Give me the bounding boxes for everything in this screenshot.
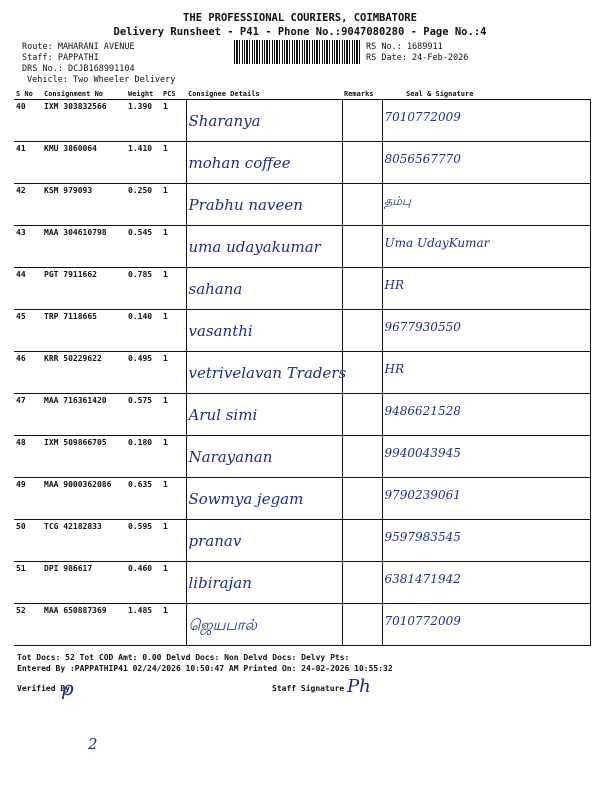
receiver-signature: 9940043945 bbox=[384, 446, 461, 460]
row-signature-cell bbox=[382, 268, 590, 310]
row-weight: 0.250 bbox=[126, 184, 161, 226]
row-remarks bbox=[342, 142, 382, 184]
col-remarks: Remarks bbox=[342, 88, 382, 100]
receiver-signature: 9677930550 bbox=[384, 320, 461, 334]
row-consignment-no: DPI 986617 bbox=[42, 562, 126, 604]
row-consignee-cell bbox=[186, 100, 342, 142]
row-weight: 1.410 bbox=[126, 142, 161, 184]
rs-number: RS No.: 1689911 bbox=[366, 42, 443, 52]
row-pcs: 1 bbox=[161, 352, 186, 394]
row-consignee-cell bbox=[186, 604, 342, 646]
consignee-handwritten-name: pranav bbox=[188, 532, 242, 550]
footer-totals: Tot Docs: 52 Tot COD Amt: 0.00 Delvd Docs: Non Delvd Docs: Delvy Pts: bbox=[17, 653, 350, 662]
row-weight: 0.140 bbox=[126, 310, 161, 352]
row-consignee-cell bbox=[186, 310, 342, 352]
runsheet-subtitle: Delivery Runsheet - P41 - Phone No.:9047080280 - Page No.:4 bbox=[113, 26, 487, 38]
page-handwritten-number: 2 bbox=[88, 735, 98, 753]
table-row bbox=[14, 604, 590, 646]
row-consignee-cell bbox=[186, 268, 342, 310]
row-consignee-cell bbox=[186, 142, 342, 184]
row-remarks bbox=[342, 310, 382, 352]
consignee-handwritten-name: Arul simi bbox=[188, 406, 258, 424]
consignee-handwritten-name: Sharanya bbox=[188, 112, 261, 130]
company-title: THE PROFESSIONAL COURIERS, COIMBATORE bbox=[183, 12, 417, 24]
row-signature-cell bbox=[382, 520, 590, 562]
table-row bbox=[14, 310, 590, 352]
row-remarks bbox=[342, 520, 382, 562]
row-weight: 0.595 bbox=[126, 520, 161, 562]
row-pcs: 1 bbox=[161, 520, 186, 562]
row-signature-cell bbox=[382, 478, 590, 520]
row-remarks bbox=[342, 226, 382, 268]
row-sno: 52 bbox=[14, 604, 42, 646]
row-weight: 0.785 bbox=[126, 268, 161, 310]
table-row bbox=[14, 100, 590, 142]
row-signature-cell bbox=[382, 142, 590, 184]
verifier-signature: ρ bbox=[62, 676, 74, 700]
table-row bbox=[14, 520, 590, 562]
receiver-signature: 9790239061 bbox=[384, 488, 461, 502]
row-sno: 49 bbox=[14, 478, 42, 520]
receiver-signature: 9486621528 bbox=[384, 404, 461, 418]
consignee-handwritten-name: uma udayakumar bbox=[188, 238, 321, 256]
row-consignee-cell bbox=[186, 394, 342, 436]
runsheet-table bbox=[14, 88, 591, 646]
row-sno: 42 bbox=[14, 184, 42, 226]
row-consignment-no: IXM 303832566 bbox=[42, 100, 126, 142]
row-consignee-cell bbox=[186, 520, 342, 562]
consignee-handwritten-name: sahana bbox=[188, 280, 243, 298]
row-pcs: 1 bbox=[161, 226, 186, 268]
row-sno: 47 bbox=[14, 394, 42, 436]
row-consignment-no: PGT 7911662 bbox=[42, 268, 126, 310]
row-remarks bbox=[342, 100, 382, 142]
row-pcs: 1 bbox=[161, 268, 186, 310]
row-sno: 41 bbox=[14, 142, 42, 184]
receiver-signature: Uma UdayKumar bbox=[384, 236, 490, 250]
row-consignee-cell bbox=[186, 436, 342, 478]
row-consignment-no: KMU 3860064 bbox=[42, 142, 126, 184]
row-weight: 0.180 bbox=[126, 436, 161, 478]
row-signature-cell bbox=[382, 604, 590, 646]
row-consignment-no: MAA 650887369 bbox=[42, 604, 126, 646]
route-label: Route: MAHARANI AVENUE bbox=[22, 42, 135, 52]
footer-entry-info: Entered By :PAPPATHIP41 02/24/2026 10:50:47 AM Printed On: 24-02-2026 10:55:32 bbox=[17, 664, 393, 673]
consignee-handwritten-name: vasanthi bbox=[188, 322, 253, 340]
row-pcs: 1 bbox=[161, 142, 186, 184]
row-remarks bbox=[342, 268, 382, 310]
row-consignment-no: MAA 716361420 bbox=[42, 394, 126, 436]
row-consignee-cell bbox=[186, 562, 342, 604]
row-consignee-cell bbox=[186, 352, 347, 394]
row-remarks bbox=[342, 436, 382, 478]
rs-date: RS Date: 24-Feb-2026 bbox=[366, 53, 469, 63]
row-weight: 0.460 bbox=[126, 562, 161, 604]
row-signature-cell bbox=[382, 436, 590, 478]
row-consignment-no: KSM 979093 bbox=[42, 184, 126, 226]
vehicle-label: Vehicle: Two Wheeler Delivery bbox=[27, 75, 176, 85]
row-weight: 0.545 bbox=[126, 226, 161, 268]
staff-label: Staff: PAPPATHI bbox=[22, 53, 99, 63]
table-row bbox=[14, 268, 590, 310]
row-sno: 43 bbox=[14, 226, 42, 268]
row-remarks bbox=[342, 478, 382, 520]
row-pcs: 1 bbox=[161, 562, 186, 604]
row-weight: 1.485 bbox=[126, 604, 161, 646]
col-weight: Weight bbox=[126, 88, 161, 100]
receiver-signature: HR bbox=[384, 278, 404, 292]
row-sno: 45 bbox=[14, 310, 42, 352]
row-pcs: 1 bbox=[161, 478, 186, 520]
table-row bbox=[14, 352, 590, 394]
row-signature-cell bbox=[382, 310, 590, 352]
row-signature-cell bbox=[382, 352, 590, 394]
row-remarks bbox=[342, 562, 382, 604]
row-signature-cell bbox=[382, 226, 590, 268]
row-sno: 46 bbox=[14, 352, 42, 394]
row-pcs: 1 bbox=[161, 436, 186, 478]
row-consignment-no: TCG 42182833 bbox=[42, 520, 126, 562]
row-consignment-no: TRP 7118665 bbox=[42, 310, 126, 352]
table-row bbox=[14, 394, 590, 436]
row-weight: 0.575 bbox=[126, 394, 161, 436]
row-weight: 0.635 bbox=[126, 478, 161, 520]
receiver-signature: 7010772009 bbox=[384, 614, 461, 628]
consignee-handwritten-name: Narayanan bbox=[188, 448, 273, 466]
consignee-handwritten-name: Sowmya jegam bbox=[188, 490, 304, 508]
drs-number: DRS No.: DCJB168991104 bbox=[22, 64, 135, 74]
consignee-handwritten-name: vetrivelavan Traders bbox=[188, 364, 347, 382]
consignee-handwritten-name: mohan coffee bbox=[188, 154, 291, 172]
col-consignee: Consignee Details bbox=[186, 88, 342, 100]
receiver-signature: 7010772009 bbox=[384, 110, 461, 124]
receiver-signature: தம்பு bbox=[384, 194, 411, 208]
row-weight: 0.495 bbox=[126, 352, 161, 394]
table-row bbox=[14, 142, 590, 184]
row-remarks bbox=[342, 394, 382, 436]
receiver-signature: HR bbox=[384, 362, 404, 376]
barcode bbox=[234, 40, 362, 64]
row-remarks bbox=[342, 352, 382, 394]
table-row bbox=[14, 226, 590, 268]
row-consignee-cell bbox=[186, 226, 342, 268]
table-header-row bbox=[14, 88, 590, 100]
consignee-handwritten-name: ஜெயபால் bbox=[188, 616, 257, 634]
receiver-signature: 6381471942 bbox=[384, 572, 461, 586]
receiver-signature: 9597983545 bbox=[384, 530, 461, 544]
table-row bbox=[14, 562, 590, 604]
row-sno: 51 bbox=[14, 562, 42, 604]
row-consignment-no: KRR 50229622 bbox=[42, 352, 126, 394]
table-row bbox=[14, 184, 590, 226]
staff-signature-label: Staff Signature bbox=[272, 684, 345, 693]
col-sno: S No bbox=[14, 88, 42, 100]
consignee-handwritten-name: Prabhu naveen bbox=[188, 196, 303, 214]
col-signature: Seal & Signature bbox=[382, 88, 590, 100]
row-sno: 50 bbox=[14, 520, 42, 562]
table-row bbox=[14, 436, 590, 478]
table-row bbox=[14, 478, 590, 520]
receiver-signature: 8056567770 bbox=[384, 152, 461, 166]
row-pcs: 1 bbox=[161, 184, 186, 226]
row-consignment-no: MAA 304610798 bbox=[42, 226, 126, 268]
col-consignment: Consignment No bbox=[42, 88, 126, 100]
row-signature-cell bbox=[382, 394, 590, 436]
row-remarks bbox=[342, 184, 382, 226]
row-pcs: 1 bbox=[161, 394, 186, 436]
row-sno: 48 bbox=[14, 436, 42, 478]
row-signature-cell bbox=[382, 184, 590, 226]
staff-signature-mark: Ph bbox=[347, 676, 371, 697]
row-signature-cell bbox=[382, 100, 590, 142]
row-pcs: 1 bbox=[161, 604, 186, 646]
row-consignee-cell bbox=[186, 184, 342, 226]
col-pcs: PCS bbox=[161, 88, 186, 100]
row-sno: 44 bbox=[14, 268, 42, 310]
verified-by-label: Verified By bbox=[17, 684, 70, 693]
consignee-handwritten-name: libirajan bbox=[188, 574, 252, 592]
row-pcs: 1 bbox=[161, 100, 186, 142]
row-remarks bbox=[342, 604, 382, 646]
row-sno: 40 bbox=[14, 100, 42, 142]
row-consignee-cell bbox=[186, 478, 342, 520]
row-consignment-no: IXM 509866705 bbox=[42, 436, 126, 478]
row-consignment-no: MAA 9000362086 bbox=[42, 478, 126, 520]
row-weight: 1.390 bbox=[126, 100, 161, 142]
row-signature-cell bbox=[382, 562, 590, 604]
row-pcs: 1 bbox=[161, 310, 186, 352]
